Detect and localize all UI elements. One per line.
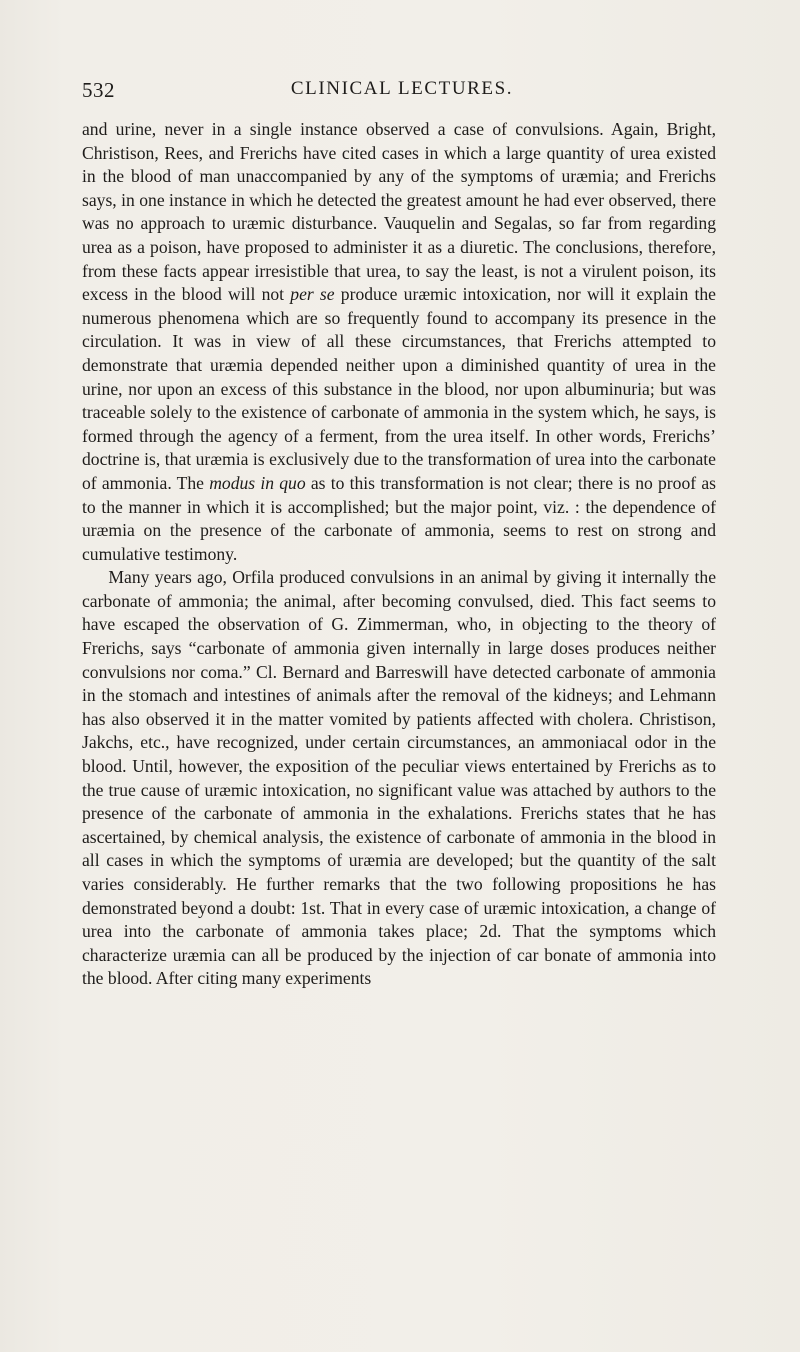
italic-phrase: modus in quo [209, 472, 306, 493]
italic-phrase: per se [290, 284, 335, 305]
running-head [82, 78, 722, 108]
body-text [82, 118, 716, 991]
page-number: 532 [82, 78, 115, 102]
running-title: CLINICAL LECTURES. [290, 78, 514, 99]
paragraph [82, 118, 716, 566]
paragraph [82, 566, 716, 991]
text-run: as to this transformation is not clear; there is no proof as to the manner in which it is accomplished; but the major point, viz. : the dependence of uræmia on the presence of the carbonate of ammonia, seems to rest on strong and cumulative testimony. [82, 472, 716, 564]
text-run: Many years ago, Orfila produced convulsions in an animal by giving it internally the carbonate of ammonia; the animal, after becoming convulsed, died. This fact seems to have escaped the observation of G. Zimmerman, who, in objecting to the theory of Frerichs, says “carbonate of ammonia given internally in large doses produces neither convulsions nor coma.” Cl. Bernard and Barreswill have detected carbonate of ammonia in the stomach and intestines of animals after the removal of the kidneys; and Lehmann has also observed it in the matter vomited by patients affected with cholera. Christison, Jakchs, etc., have recognized, under certain circumstances, an ammoniacal odor in the blood. Until, however, the exposition of the peculiar views entertained by Frerichs as to the true cause of uræmic intoxication, no significant value was attached by authors to the presence of the carbonate of ammonia in the exhalations. Frerichs states that he has ascertained, by chemical analysis, the existence of carbonate of ammonia in the blood in all cases in which the symptoms of uræmia are developed; but the quantity of the salt varies considerably. He further remarks that the two following propositions he has demonstrated beyond a doubt: 1st. That in every case of uræmic intoxication, a change of urea into the carbonate of ammonia takes place; 2d. That the symptoms which characterize uræmia can all be produced by the injection of car bonate of ammonia into the blood. After citing many experiments [82, 567, 716, 989]
text-run: produce uræmic intoxication, nor will it explain the numerous phenomena which are so frequently found to accompany its presence in the circulation. It was in view of all these circumstances, that Frerichs attempted to demonstrate that uræmia depended neither upon a diminished quantity of urea in the urine, nor upon an excess of this substance in the blood, nor upon albuminuria; but was traceable solely to the existence of carbonate of ammonia in the system which, he says, is formed through the agency of a ferment, from the urea itself. In other words, Frerichs’ doctrine is, that uræmia is exclusively due to the transformation of urea into the carbonate of ammonia. The [82, 284, 716, 493]
text-run: and urine, never in a single instance observed a case of convulsions. Again, Bright, Christison, Rees, and Frerichs have cited cases in which a large quantity of urea existed in the blood of man unaccompanied by any of the symptoms of uræmia; and Frerichs says, in one instance in which he detected the greatest amount he had ever observed, there was no approach to uræmic disturbance. Vauquelin and Segalas, so far from regarding urea as a poison, have proposed to administer it as a diuretic. The conclusions, therefore, from these facts appear irresistible that urea, to say the least, is not a virulent poison, its excess in the blood will not [82, 119, 716, 305]
